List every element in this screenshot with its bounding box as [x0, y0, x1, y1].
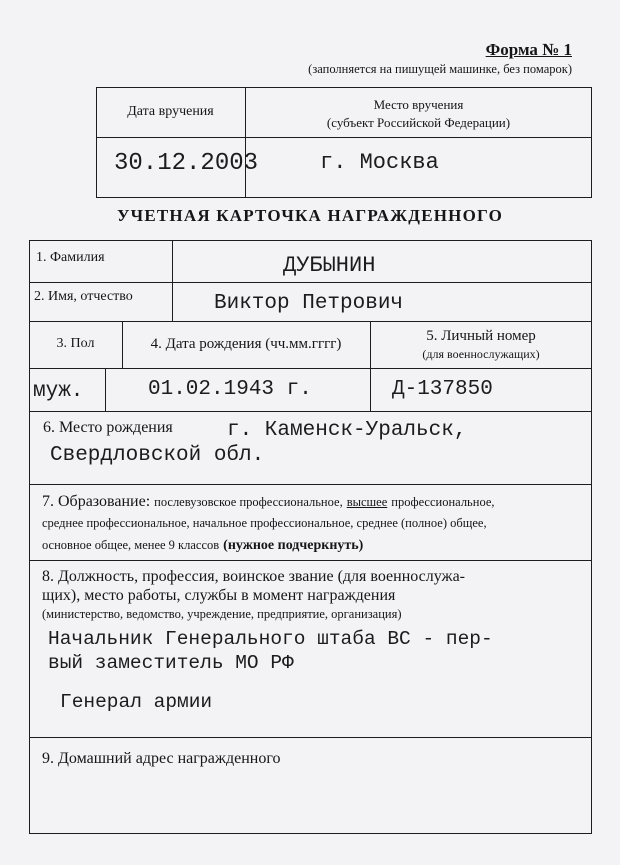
- position-value-1: Начальник Генерального штаба ВС - пер-: [48, 628, 493, 650]
- name-value: Виктор Петрович: [214, 292, 404, 315]
- position-value-2: вый заместитель МО РФ: [48, 652, 294, 674]
- divider: [29, 411, 592, 412]
- birth-date-value: 01.02.1943 г.: [148, 378, 312, 401]
- personal-number-label: 5. Личный номер: [426, 328, 536, 344]
- position-label-1: 8. Должность, профессия, воинское звание (для военнослужа-: [42, 568, 466, 585]
- divider: [29, 368, 592, 369]
- surname-value: ДУБЫНИН: [283, 253, 376, 278]
- surname-label: 1. Фамилия: [36, 250, 105, 265]
- position-value-3: Генерал армии: [60, 691, 213, 713]
- date-value: 30.12.2003: [114, 150, 259, 177]
- education-line-2: среднее профессиональное, начальное профессиональное, среднее (полное) общее,: [42, 516, 487, 530]
- education-options-rest: основное общее, менее 9 классов: [42, 538, 220, 552]
- divider: [29, 282, 592, 283]
- education-label: 7. Образование:: [42, 493, 151, 510]
- divider: [29, 560, 592, 561]
- birth-date-label: 4. Дата рождения (чч.мм.гггг): [150, 336, 342, 352]
- education-option-higher-rest: профессиональное,: [391, 495, 495, 509]
- position-label-3: (министерство, ведомство, учреждение, предприятие, организация): [42, 607, 402, 621]
- name-label: 2. Имя, отчество: [34, 289, 133, 304]
- form-note: (заполняется на пишущей машинке, без помарок): [308, 62, 572, 76]
- sex-label: 3. Пол: [56, 336, 95, 351]
- divider: [172, 240, 173, 321]
- birth-place-label: 6. Место рождения: [43, 419, 173, 436]
- divider: [29, 484, 592, 485]
- education-line-1: [42, 493, 587, 511]
- divider: [96, 137, 592, 138]
- birth-place-value-1: г. Каменск-Уральск,: [227, 419, 467, 442]
- place-value: г. Москва: [320, 150, 439, 175]
- form-number: Форма № 1: [485, 40, 572, 59]
- place-label: Место вручения: [373, 97, 464, 112]
- sex-value: муж.: [33, 380, 84, 403]
- education-line-3: [42, 536, 363, 554]
- date-label: Дата вручения: [127, 104, 214, 119]
- card-title: УЧЕТНАЯ КАРТОЧКА НАГРАЖДЕННОГО: [116, 206, 504, 225]
- personal-number-sublabel: (для военнослужащих): [422, 347, 540, 361]
- birth-place-value-2: Свердловской обл.: [50, 444, 265, 467]
- position-label-2: щих), место работы, службы в момент награждения: [42, 587, 396, 604]
- education-instruction: (нужное подчеркнуть): [223, 538, 364, 553]
- place-sublabel: (субъект Российской Федерации): [326, 115, 511, 130]
- home-address-label: 9. Домашний адрес награжденного: [42, 750, 281, 767]
- divider: [29, 321, 592, 322]
- divider: [105, 368, 106, 411]
- divider: [29, 737, 592, 738]
- education-option-higher-underlined: высшее: [346, 495, 388, 509]
- divider: [370, 368, 371, 411]
- personal-number-value: Д-137850: [392, 378, 493, 401]
- education-option-postgrad: послевузовское профессиональное,: [154, 495, 343, 509]
